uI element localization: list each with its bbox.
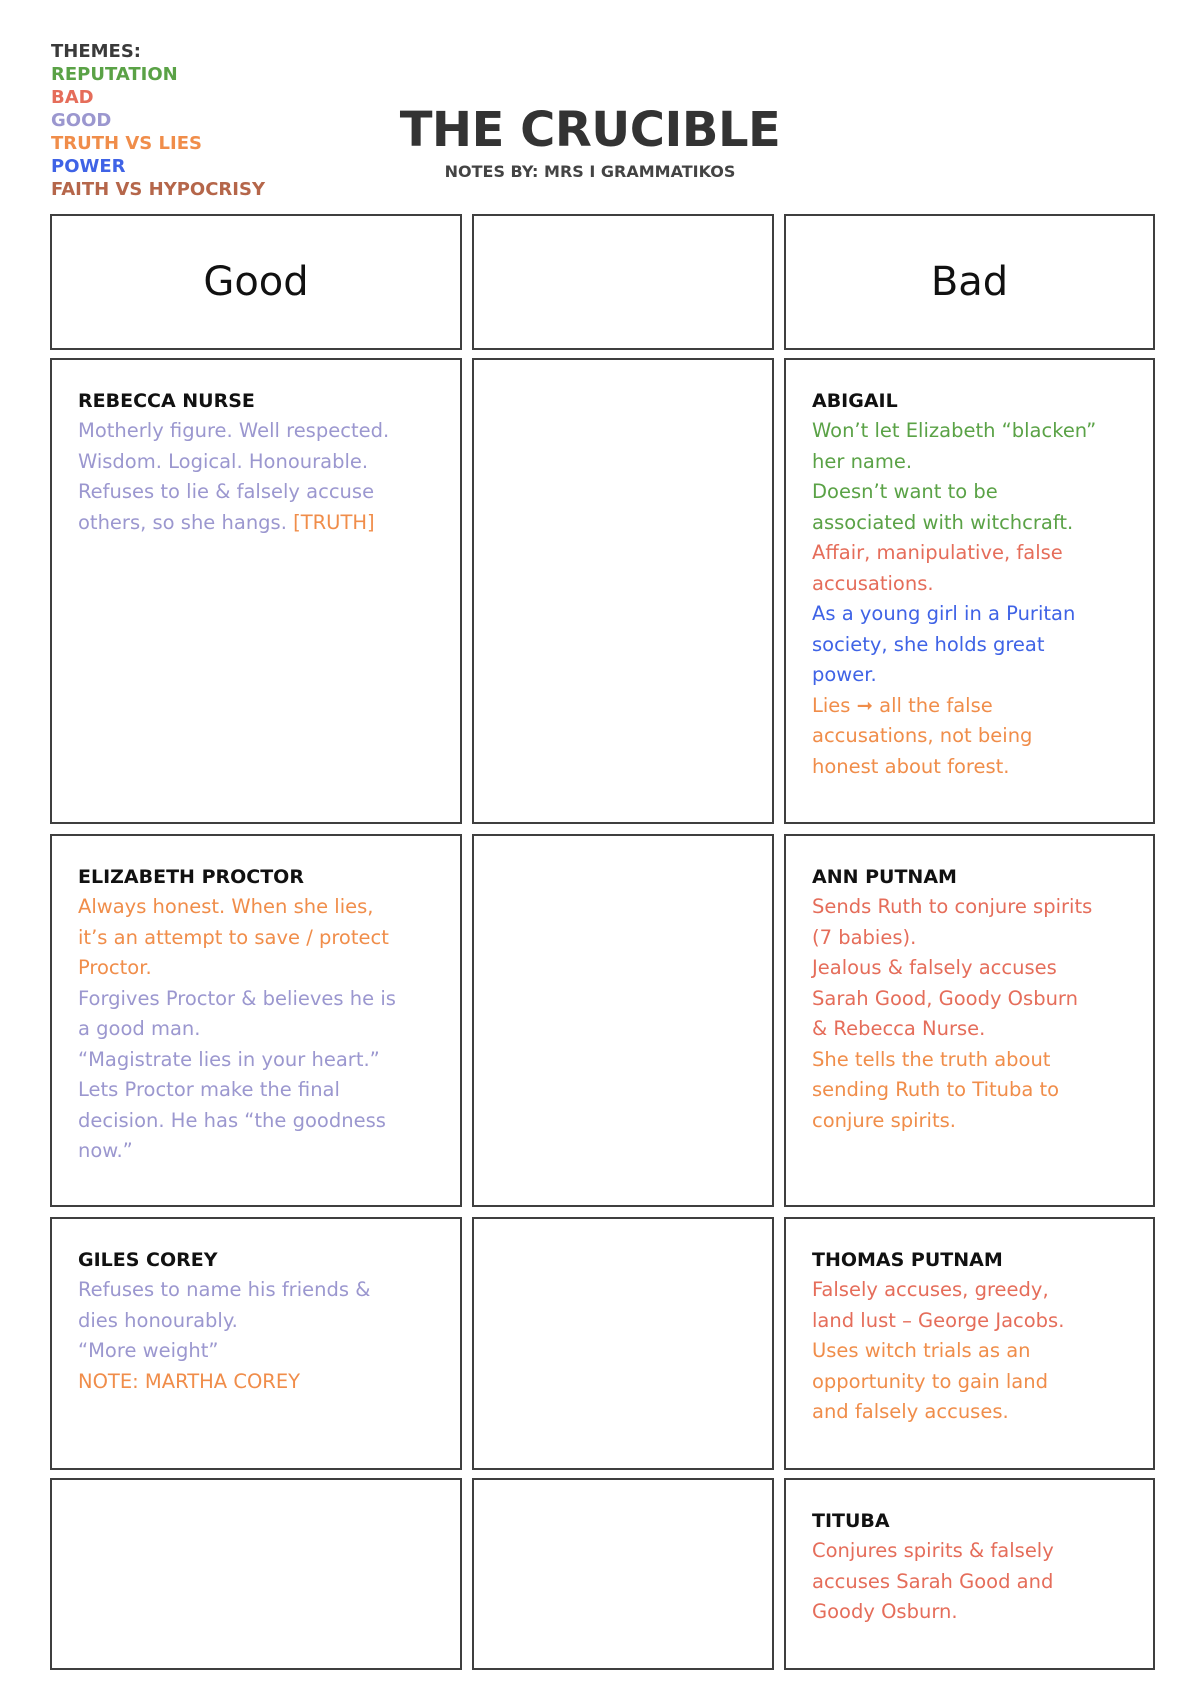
character-name: TITUBA [812,1510,890,1532]
note-line: now.” [78,1139,133,1162]
note-line: conjure spirits. [812,1108,956,1132]
note-line: Falsely accuses, greedy, [812,1278,1049,1301]
page-title: THE CRUCIBLE [399,102,781,158]
character-name: GILES COREY [78,1249,218,1271]
page-subtitle: NOTES BY: MRS I GRAMMATIKOS [444,162,736,181]
ann-putnam-card [784,834,1155,1207]
tituba-card [784,1478,1155,1670]
character-name: REBECCA NURSE [78,390,255,412]
character-name: ELIZABETH PROCTOR [78,866,304,888]
empty-cell [472,1217,774,1470]
note-line: a good man. [78,1017,201,1040]
note-line: Affair, manipulative, false [812,541,1063,564]
note-line: accusations, not being [812,724,1033,747]
note-line: land lust – George Jacobs. [812,1308,1065,1332]
note-line: NOTE: MARTHA COREY [78,1369,301,1393]
note-line: Sends Ruth to conjure spirits [812,895,1093,918]
note-line: “More weight” [78,1339,219,1362]
theme-power: POWER [51,156,126,177]
note-line: decision. He has “the goodness [78,1108,386,1132]
character-name: ANN PUTNAM [812,866,957,888]
note-line: Uses witch trials as an [812,1339,1031,1362]
truth-tag: [TRUTH] [293,510,375,534]
note-line: Motherly figure. Well respected. [78,419,390,442]
note-line: “Magistrate lies in your heart.” [78,1047,380,1071]
note-line: As a young girl in a Puritan [812,602,1076,625]
note-line: Jealous & falsely accuses [812,956,1057,979]
note-line: She tells the truth about [812,1047,1051,1071]
note-line: it’s an attempt to save / protect [78,925,389,949]
note-line: (7 babies). [812,925,917,949]
note-line [78,508,434,539]
theme-faith-vs-hypocrisy: FAITH VS HYPOCRISY [51,179,265,200]
note-line: dies honourably. [78,1308,238,1332]
note-line: Wisdom. Logical. Honourable. [78,449,369,473]
note-line: Sarah Good, Goody Osburn [812,986,1078,1010]
thomas-putnam-card [784,1217,1155,1470]
note-line: Goody Osburn. [812,1600,958,1623]
giles-corey-card [50,1217,462,1470]
elizabeth-proctor-card [50,834,462,1207]
note-line: Refuses to name his friends & [78,1278,371,1301]
note-line: Proctor. [78,956,152,979]
note-line: Doesn’t want to be [812,480,998,503]
empty-cell [472,1478,774,1670]
note-line: her name. [812,449,913,473]
note-line: Conjures spirits & falsely [812,1539,1054,1562]
note-line: accuses Sarah Good and [812,1569,1054,1593]
note-line: Won’t let Elizabeth “blacken” [812,419,1097,442]
bad-column-header: Bad [784,214,1155,350]
theme-truth-vs-lies: TRUTH VS LIES [51,133,202,154]
note-line: Forgives Proctor & believes he is [78,986,396,1010]
note-line: Lies ➞ all the false [812,693,993,717]
theme-reputation: REPUTATION [51,64,178,85]
note-line: accusations. [812,571,934,595]
note-text: others, so she hangs. [78,510,294,534]
abigail-card [784,358,1155,824]
theme-good: GOOD [51,110,112,131]
note-line: opportunity to gain land [812,1369,1048,1393]
note-line: Refuses to lie & falsely accuse [78,480,375,503]
themes-heading: THEMES: [51,41,142,62]
character-name: THOMAS PUTNAM [812,1249,1003,1271]
note-line: Always honest. When she lies, [78,895,374,918]
middle-column-header [472,214,774,350]
empty-cell [472,834,774,1207]
good-column-header: Good [50,214,462,350]
note-line: power. [812,663,877,686]
empty-cell [50,1478,462,1670]
note-line: sending Ruth to Tituba to [812,1078,1060,1101]
note-line: Lets Proctor make the final [78,1078,340,1101]
note-line: and falsely accuses. [812,1400,1009,1423]
note-line: society, she holds great [812,632,1045,656]
empty-cell [472,358,774,824]
character-name: ABIGAIL [812,390,898,412]
rebecca-nurse-card [50,358,462,824]
note-line: & Rebecca Nurse. [812,1017,986,1040]
note-line: associated with witchcraft. [812,510,1074,534]
theme-bad: BAD [51,87,94,108]
note-line: honest about forest. [812,754,1010,778]
themes-legend [51,40,265,201]
